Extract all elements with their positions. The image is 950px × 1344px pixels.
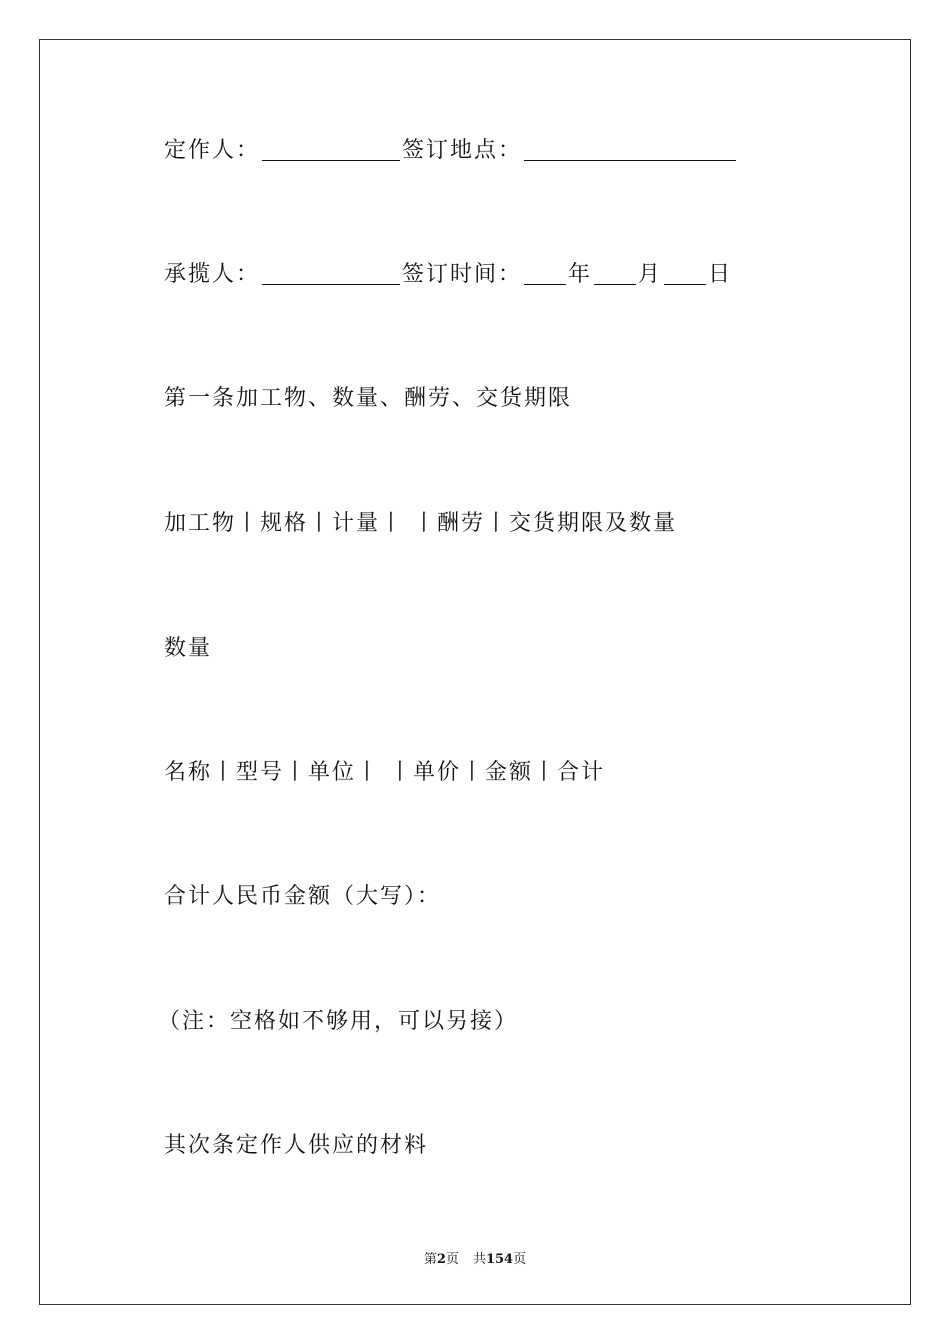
signing-time-label: 签订时间： bbox=[402, 262, 523, 287]
contractor-line bbox=[164, 262, 732, 288]
note-text: （注：空格如不够用，可以另接） bbox=[158, 1009, 519, 1034]
total-pages: 154 bbox=[485, 1252, 514, 1267]
contractor-label: 承揽人： bbox=[164, 262, 261, 287]
total-suffix: 页 bbox=[513, 1252, 527, 1267]
signing-place-label: 签订地点： bbox=[402, 138, 523, 163]
page-suffix: 页 bbox=[445, 1252, 459, 1267]
year-label: 年 bbox=[568, 262, 593, 287]
day-blank[interactable] bbox=[664, 264, 706, 285]
table-header-row1: 加工物丨规格丨计量丨 丨酬劳丨交货期限及数量 bbox=[164, 511, 677, 536]
signing-place-blank[interactable] bbox=[524, 140, 736, 161]
page-number: 2 bbox=[436, 1252, 446, 1267]
article1-title: 第一条加工物、数量、酬劳、交货期限 bbox=[164, 386, 573, 411]
year-blank[interactable] bbox=[524, 264, 566, 285]
customer-line bbox=[164, 138, 738, 164]
page-border bbox=[39, 39, 911, 1305]
page-prefix: 第 bbox=[423, 1252, 437, 1267]
article2-title: 其次条定作人供应的材料 bbox=[164, 1133, 429, 1158]
month-label: 月 bbox=[638, 262, 663, 287]
contractor-blank[interactable] bbox=[262, 264, 400, 285]
table-header-row2: 数量 bbox=[164, 636, 213, 661]
customer-blank[interactable] bbox=[262, 140, 400, 161]
day-label: 日 bbox=[708, 262, 733, 287]
total-amount-label: 合计人民币金额（大写）： bbox=[164, 884, 442, 909]
month-blank[interactable] bbox=[594, 264, 636, 285]
customer-label: 定作人： bbox=[164, 138, 261, 163]
total-prefix: 共 bbox=[472, 1252, 486, 1267]
page-footer bbox=[0, 1248, 950, 1267]
table-header-row3: 名称丨型号丨单位丨 丨单价丨金额丨合计 bbox=[164, 760, 605, 785]
